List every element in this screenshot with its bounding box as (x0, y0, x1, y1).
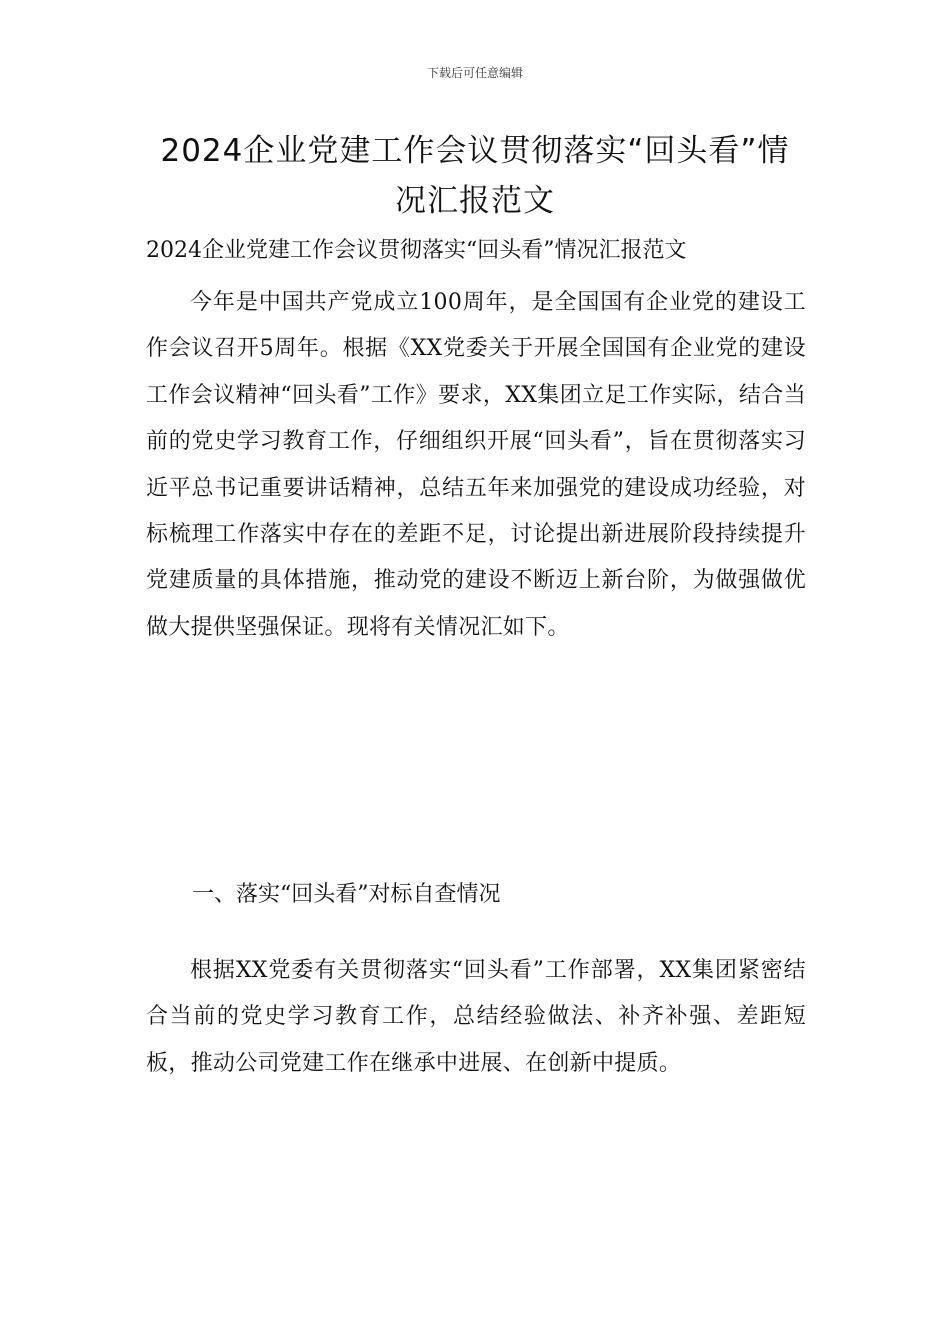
document-title: 2024企业党建工作会议贯彻落实“回头看”情况汇报范文 (160, 133, 790, 219)
header-note: 下载后可任意编辑 (426, 66, 523, 80)
document-subtitle: 2024企业党建工作会议贯彻落实“回头看”情况汇报范文 (146, 238, 687, 263)
intro-paragraph: 今年是中国共产党成立100周年，是全国国有企业党的建设工作会议召开5周年。根据《XX党委关于开展全国国有企业党的建设工作会议精神“回头看”工作》要求，XX集团立足工作实际，结合当前的党史学习教育工作，仔细组织开展“回头看”，旨在贯彻落实习近平总书记重要讲话精神，总结五年来加强党的建设成功经验，对标梳理工作落实中存在的差距不足，讨论提出新进展阶段持续提升党建质量的具体措施，推动党的建设不断迈上新台阶，为做强做优做大提供坚强保证。现将有关情况汇如下。 (146, 290, 806, 640)
section-1-paragraph: 根据XX党委有关贯彻落实“回头看”工作部署，XX集团紧密结合当前的党史学习教育工作，总结经验做法、补齐补强、差距短板，推动公司党建工作在继承中进展、在创新中提质。 (146, 958, 806, 1076)
section-heading-1: 一、落实“回头看”对标自查情况 (192, 882, 501, 907)
